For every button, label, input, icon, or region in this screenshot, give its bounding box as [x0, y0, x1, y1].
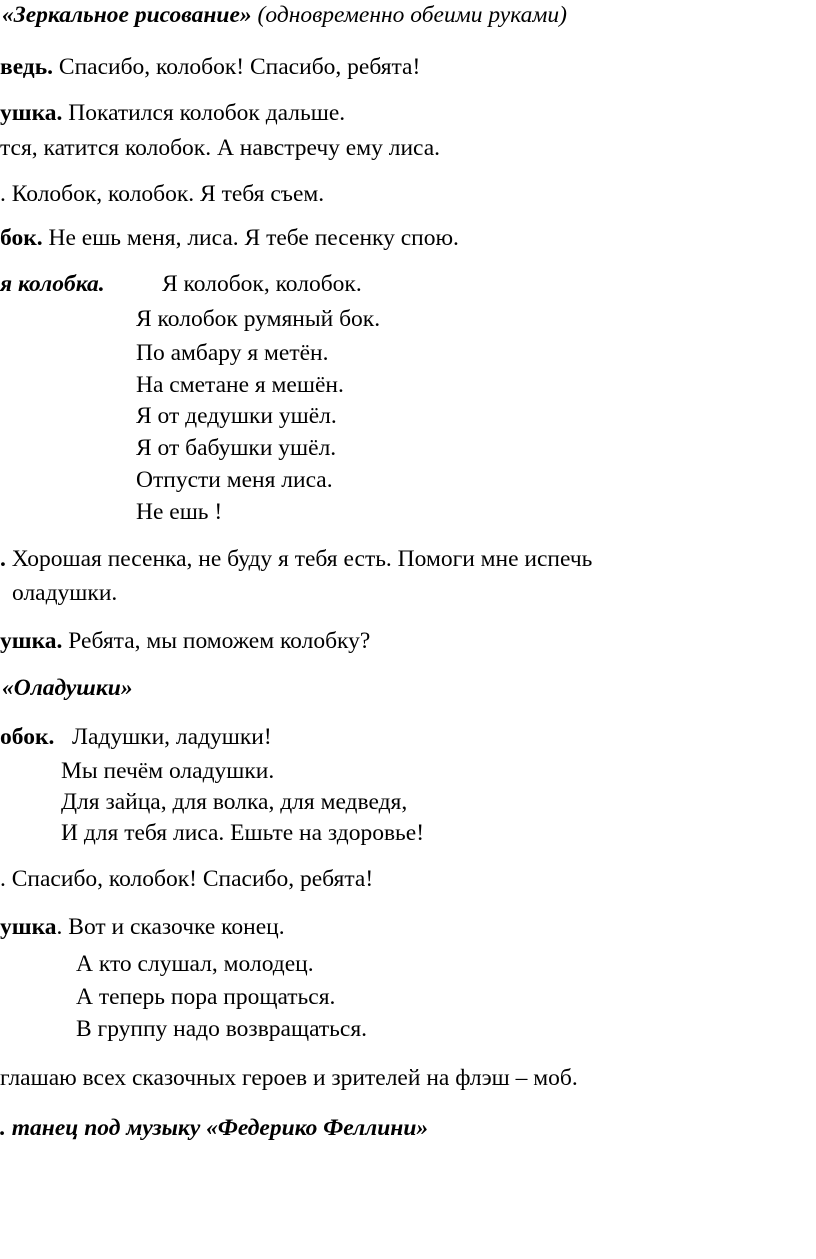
dialogue-line [0, 548, 592, 572]
line-text: . Спасибо, колобок! Спасибо, ребята! [0, 866, 374, 892]
line-text: Хорошая песенка, не буду я тебя есть. Помоги мне испечь [11, 546, 593, 572]
line-text: Спасибо, колобок! Спасибо, ребята! [58, 54, 421, 80]
line-text: Покатился колобок дальше. [68, 100, 346, 126]
activity-title: «Зеркальное рисование» [2, 2, 252, 28]
line-text: На сметане я мешён. [136, 372, 344, 398]
dialogue-line [0, 102, 345, 126]
line-text: Мы печём оладушки. [61, 758, 275, 784]
song-line [61, 791, 407, 815]
song-line [76, 953, 314, 977]
dialogue-line [0, 183, 324, 207]
song-line [61, 822, 424, 846]
song-line [61, 760, 274, 784]
song-line [162, 273, 362, 297]
line-text: По амбару я метён. [136, 340, 329, 366]
activity-title: «Оладушки» [2, 675, 133, 701]
speaker-label: ушка. [0, 628, 63, 654]
song-line [72, 726, 272, 750]
dialogue-line [0, 227, 459, 251]
section-heading [2, 677, 133, 701]
line-text: Ладушки, ладушки! [72, 724, 272, 750]
line-text: А теперь пора прощаться. [76, 984, 336, 1010]
line-text: В группу надо возвращаться. [76, 1016, 368, 1042]
song-line [136, 308, 380, 332]
line-text: глашаю всех сказочных героев и зрителей на флэш – моб. [0, 1065, 578, 1091]
song-line [136, 374, 344, 398]
song-line [136, 405, 337, 429]
song-line [136, 437, 336, 461]
song-heading [0, 726, 54, 750]
line-text: тся, катится колобок. А навстречу ему лиса. [0, 135, 441, 161]
song-line [76, 1018, 367, 1042]
activity-note: (одновременно обеими руками) [257, 2, 567, 28]
line-text: оладушки. [12, 580, 118, 606]
speaker-label: я колобка. [0, 271, 105, 297]
activity-title: . танец под музыку «Федерико Феллини» [0, 1115, 429, 1141]
section-heading [0, 1117, 428, 1141]
line-text: Я колобок румяный бок. [136, 306, 381, 332]
song-line [76, 986, 335, 1010]
line-text: Ребята, мы поможем колобку? [68, 628, 371, 654]
dialogue-line-continued [12, 582, 117, 606]
line-text: Я от дедушки ушёл. [136, 403, 337, 429]
song-line [136, 469, 333, 493]
line-text: Не ешь ! [136, 499, 223, 525]
line-text: А кто слушал, молодец. [76, 951, 314, 977]
line-text: Я колобок, колобок. [162, 271, 362, 297]
section-heading [2, 4, 567, 28]
speaker-label: ушка. [0, 100, 63, 126]
song-heading [0, 916, 285, 940]
line-text: Для зайца, для волка, для медведя, [61, 789, 408, 815]
narration-line [0, 1067, 578, 1091]
line-text: . Вот и сказочке конец. [56, 914, 285, 940]
dialogue-line [0, 630, 370, 654]
song-line [136, 342, 329, 366]
line-text: Отпусти меня лиса. [136, 467, 333, 493]
speaker-label: ушка [0, 914, 57, 940]
song-heading [0, 273, 105, 297]
line-text: . Колобок, колобок. Я тебя съем. [0, 181, 325, 207]
speaker-label: бок. [0, 225, 43, 251]
speaker-label: обок. [0, 724, 55, 750]
line-text: Я от бабушки ушёл. [136, 435, 337, 461]
speaker-label: ведь. [0, 54, 54, 80]
speaker-label: . [0, 546, 6, 572]
narration-line [0, 137, 440, 161]
dialogue-line [0, 868, 373, 892]
song-line [136, 501, 222, 525]
line-text: Не ешь меня, лиса. Я тебе песенку спою. [48, 225, 459, 251]
dialogue-line [0, 56, 420, 80]
line-text: И для тебя лиса. Ешьте на здоровье! [61, 820, 425, 846]
